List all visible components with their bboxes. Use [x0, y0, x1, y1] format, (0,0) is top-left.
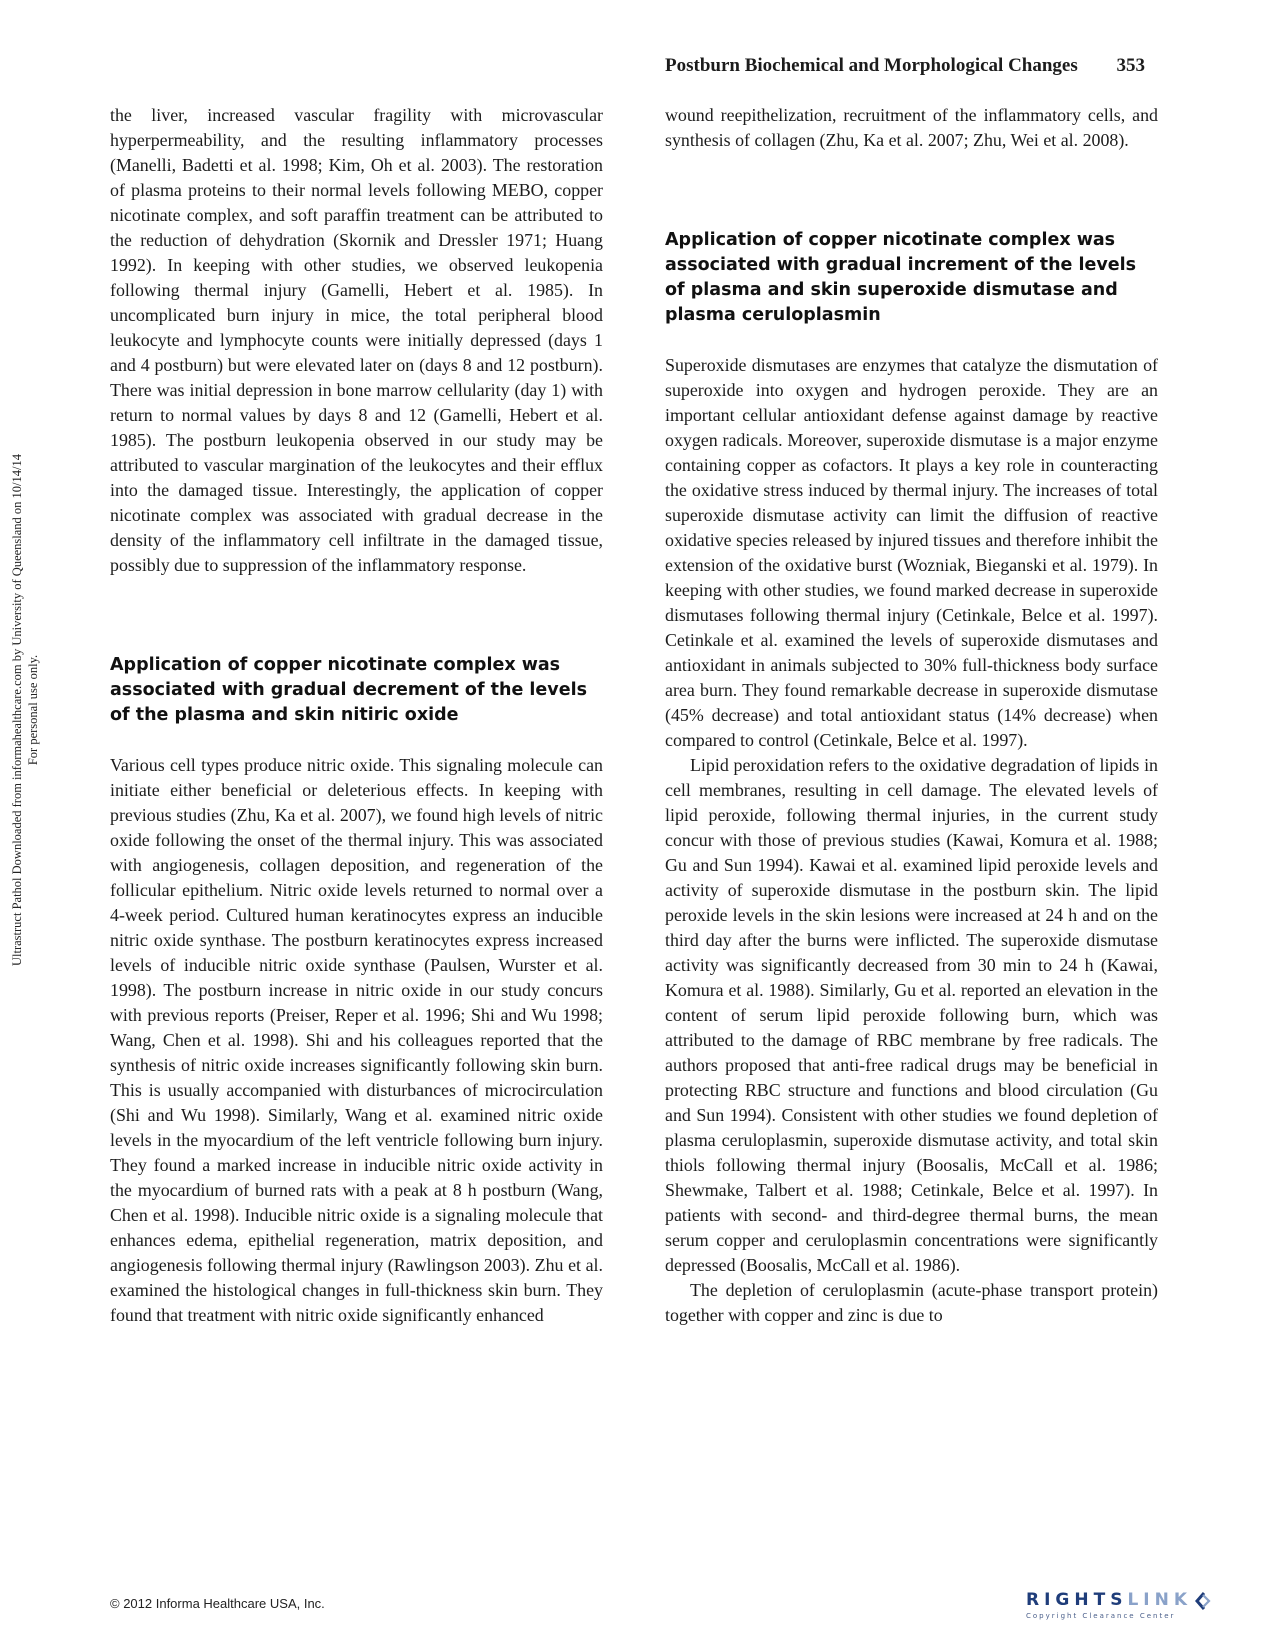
rightslink-chevron-icon [1194, 1591, 1212, 1611]
copyright-notice: © 2012 Informa Healthcare USA, Inc. [110, 1596, 325, 1611]
right-column [665, 103, 1158, 1328]
body-paragraph: The depletion of ceruloplasmin (acute-phase transport protein) together with copper and zinc is due to [665, 1280, 1158, 1325]
section-heading-nitric-oxide: Application of copper nicotinate complex was associated with gradual decrement of the levels of the plasma and skin nitiric oxide [110, 655, 587, 725]
download-notice-line-2: For personal use only. [26, 654, 40, 766]
section-heading-superoxide-dismutase: Application of copper nicotinate complex was associated with gradual increment of the levels of plasma and skin superoxide dismutase and plasma ceruloplasmin [665, 230, 1137, 325]
rightslink-tagline: Copyright Clearance Center [1026, 1612, 1176, 1621]
rightslink-wordmark: RIGHTSLINK [1026, 1590, 1192, 1610]
download-notice [4, 260, 46, 1160]
body-paragraph: wound reepithelization, recruitment of the inflammatory cells, and synthesis of collagen (Zhu, Ka et al. 2007; Zhu, Wei et al. 2008). [665, 105, 1158, 150]
running-head [665, 55, 1145, 77]
left-column [110, 103, 603, 1328]
body-paragraph: Superoxide dismutases are enzymes that catalyze the dismutation of superoxide into oxygen and hydrogen peroxide. They are an important cellular antioxidant defense against damage by reactive oxygen radicals. Moreover, superoxide dismutase is a major enzyme containing copper as cofactors. It plays a key role in counteracting the oxidative stress induced by thermal injury. The increases of total superoxide dismutase activity can limit the diffusion of reactive oxidative species released by injured tissues and therefore inhibit the extension of the oxidative burst (Wozniak, Bieganski et al. 1979). In keeping with other studies, we found marked decrease in superoxide dismutases following thermal injury (Cetinkale, Belce et al. 1997). Cetinkale et al. examined the levels of superoxide dismutases and antioxidant in animals subjected to 30% full-thickness body surface area burn. They found remarkable decrease in superoxide dismutase (45% decrease) and total antioxidant status (14% decrease) when compared to control (Cetinkale, Belce et al. 1997). [665, 355, 1158, 750]
body-paragraph: the liver, increased vascular fragility with microvascular hyperpermeability, and the resulting inflammatory processes (Manelli, Badetti et al. 1998; Kim, Oh et al. 2003). The restoration of plasma proteins to their normal levels following MEBO, copper nicotinate complex, and soft paraffin treatment can be attributed to the reduction of dehydration (Skornik and Dressler 1971; Huang 1992). In keeping with other studies, we observed leukopenia following thermal injury (Gamelli, Hebert et al. 1985). In uncomplicated burn injury in mice, the total peripheral blood leukocyte and lymphocyte counts were initially depressed (days 1 and 4 postburn) but were elevated later on (days 8 and 12 postburn). There was initial depression in bone marrow cellularity (day 1) with return to normal values by days 8 and 12 (Gamelli, Hebert et al. 1985). The postburn leukopenia observed in our study may be attributed to vascular margination of the leukocytes and their efflux into the damaged tissue. Interestingly, the application of copper nicotinate complex was associated with gradual decrease in the density of the inflammatory cell infiltrate in the damaged tissue, possibly due to suppression of the inflammatory response. [110, 105, 603, 575]
download-notice-line-1: Ultrastruct Pathol Downloaded from informahealthcare.com by University of Queensland on 10/14/14 [10, 453, 24, 967]
running-title: Postburn Biochemical and Morphological Changes [665, 55, 1078, 76]
rightslink-logo[interactable] [1026, 1590, 1256, 1634]
page-number: 353 [1116, 55, 1145, 76]
body-paragraph: Various cell types produce nitric oxide. This signaling molecule can initiate either beneficial or deleterious effects. In keeping with previous studies (Zhu, Ka et al. 2007), we found high levels of nitric oxide following the onset of the thermal injury. This was associated with angiogenesis, collagen deposition, and regeneration of the follicular epithelium. Nitric oxide levels returned to normal over a 4-week period. Cultured human keratinocytes express an inducible nitric oxide synthase. The postburn keratinocytes express increased levels of inducible nitric oxide synthase (Paulsen, Wurster et al. 1998). The postburn increase in nitric oxide in our study concurs with previous reports (Preiser, Reper et al. 1996; Shi and Wu 1998; Wang, Chen et al. 1998). Shi and his colleagues reported that the synthesis of nitric oxide increases significantly following skin burn. This is usually accompanied with disturbances of microcirculation (Shi and Wu 1998). Similarly, Wang et al. examined nitric oxide levels in the myocardium of the left ventricle following burn injury. They found a marked increase in inducible nitric oxide activity in the myocardium of burned rats with a peak at 8 h postburn (Wang, Chen et al. 1998). Inducible nitric oxide is a signaling molecule that enhances edema, epithelial regeneration, matrix deposition, and angiogenesis following thermal injury (Rawlingson 2003). Zhu et al. examined the histological changes in full-thickness skin burn. They found that treatment with nitric oxide significantly enhanced [110, 755, 603, 1325]
body-paragraph: Lipid peroxidation refers to the oxidative degradation of lipids in cell membranes, resulting in cell damage. The elevated levels of lipid peroxide, following thermal injuries, in the current study concur with those of previous studies (Kawai, Komura et al. 1988; Gu and Sun 1994). Kawai et al. examined lipid peroxide levels and activity of superoxide dismutase in the postburn skin. The lipid peroxide levels in the skin lesions were increased at 24 h and on the third day after the burns were inflicted. The superoxide dismutase activity was significantly decreased from 30 min to 24 h (Kawai, Komura et al. 1988). Similarly, Gu et al. reported an elevation in the content of serum lipid peroxide following burn, which was attributed to the damage of RBC membrane by free radicals. The authors proposed that anti-free radical drugs may be beneficial in protecting RBC structure and functions and blood circulation (Gu and Sun 1994). Consistent with other studies we found depletion of plasma ceruloplasmin, superoxide dismutase activity, and total skin thiols following thermal injury (Boosalis, McCall et al. 1986; Shewmake, Talbert et al. 1988; Cetinkale, Belce et al. 1997). In patients with second- and third-degree thermal burns, the mean serum copper and ceruloplasmin concentrations were significantly depressed (Boosalis, McCall et al. 1986). [665, 755, 1158, 1275]
